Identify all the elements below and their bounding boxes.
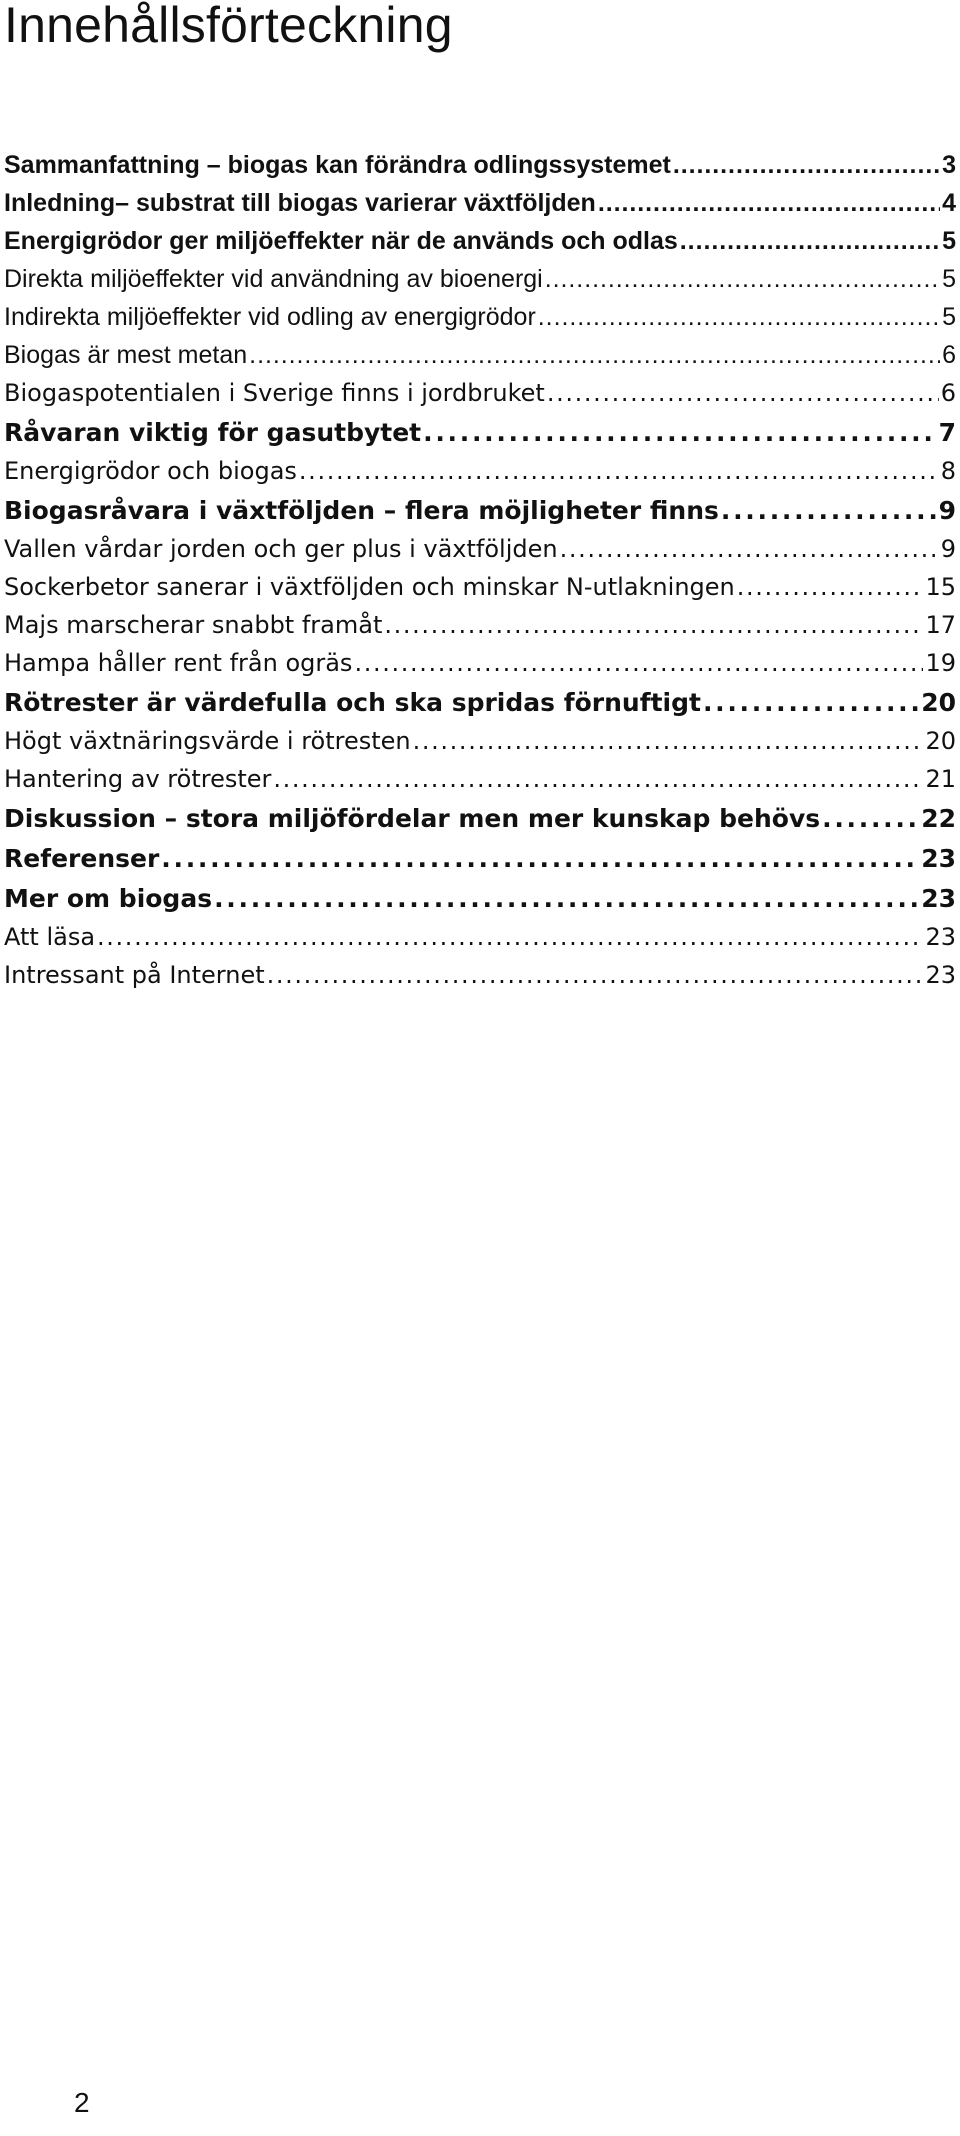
toc-dot-leader — [267, 960, 924, 990]
toc-entry-title: Biogaspotentialen i Sverige finns i jordbruket — [4, 379, 545, 407]
toc-entry[interactable] — [4, 804, 956, 834]
toc-entry-page: 5 — [942, 303, 956, 331]
toc-entry-title: Direkta miljöeffekter vid användning av bioenergi — [4, 265, 543, 293]
toc-entry-page: 22 — [921, 804, 956, 833]
toc-dot-leader — [737, 572, 924, 602]
toc-dot-leader — [384, 610, 923, 640]
toc-entry-page: 6 — [942, 341, 956, 369]
toc-entry[interactable] — [4, 226, 956, 256]
toc-entry-title: Högt växtnäringsvärde i rötresten — [4, 727, 411, 755]
toc-entry-page: 23 — [921, 884, 956, 913]
toc-entry-page: 23 — [925, 961, 956, 989]
toc-entry[interactable] — [4, 884, 956, 914]
toc-entry[interactable] — [4, 610, 956, 640]
toc-entry-title: Mer om biogas — [4, 884, 213, 913]
toc-entry[interactable] — [4, 418, 956, 448]
toc-entry-title: Råvaran viktig för gasutbytet — [4, 418, 422, 447]
toc-dot-leader — [703, 688, 919, 718]
toc-entry-title: Hampa håller rent från ogräs — [4, 649, 353, 677]
toc-dot-leader — [680, 226, 940, 256]
toc-entry[interactable] — [4, 456, 956, 486]
toc-entry-page: 21 — [925, 765, 956, 793]
toc-entry-page: 23 — [925, 923, 956, 951]
toc-entry[interactable] — [4, 302, 956, 332]
toc-entry-page: 5 — [942, 265, 956, 293]
toc-entry[interactable] — [4, 922, 956, 952]
toc-entry[interactable] — [4, 496, 956, 526]
toc-entry[interactable] — [4, 572, 956, 602]
toc-entry-title: Rötrester är värdefulla och ska spridas förnuftigt — [4, 688, 701, 717]
toc-entry-title: Hantering av rötrester — [4, 765, 272, 793]
toc-entry-page: 19 — [925, 649, 956, 677]
toc-dot-leader — [354, 648, 923, 678]
toc-entry[interactable] — [4, 378, 956, 408]
toc-dot-leader — [299, 456, 939, 486]
toc-entry[interactable] — [4, 150, 956, 180]
table-of-contents — [4, 150, 956, 990]
toc-dot-leader — [598, 188, 940, 218]
toc-dot-leader — [214, 884, 919, 914]
toc-entry-title: Vallen vårdar jorden och ger plus i växtföljden — [4, 535, 558, 563]
toc-entry-title: Sammanfattning – biogas kan förändra odlingssystemet — [4, 151, 671, 179]
toc-entry[interactable] — [4, 764, 956, 794]
page-title: Innehållsförteckning — [4, 0, 453, 53]
toc-entry-title: Inledning– substrat till biogas varierar växtföljden — [4, 189, 596, 217]
toc-dot-leader — [822, 804, 919, 834]
toc-entry[interactable] — [4, 534, 956, 564]
toc-entry[interactable] — [4, 188, 956, 218]
toc-entry[interactable] — [4, 648, 956, 678]
toc-entry[interactable] — [4, 264, 956, 294]
toc-entry-page: 9 — [938, 496, 956, 525]
page-number: 2 — [74, 2087, 90, 2118]
toc-dot-leader — [721, 496, 937, 526]
toc-entry-title: Referenser — [4, 844, 160, 873]
toc-dot-leader — [673, 150, 940, 180]
toc-entry-page: 5 — [942, 227, 956, 255]
toc-dot-leader — [273, 764, 923, 794]
toc-entry-title: Att läsa — [4, 923, 96, 951]
toc-entry-title: Energigrödor ger miljöeffekter när de används och odlas — [4, 227, 678, 255]
toc-dot-leader — [249, 340, 940, 370]
toc-dot-leader — [161, 844, 919, 874]
toc-entry-title: Indirekta miljöeffekter vid odling av energigrödor — [4, 303, 536, 331]
toc-entry-title: Sockerbetor sanerar i växtföljden och minskar N-utlakningen — [4, 573, 735, 601]
toc-entry-title: Majs marscherar snabbt framåt — [4, 611, 383, 639]
toc-entry-title: Biogas är mest metan — [4, 341, 248, 369]
toc-entry-page: 17 — [925, 611, 956, 639]
toc-entry[interactable] — [4, 688, 956, 718]
toc-entry-page: 3 — [942, 151, 956, 179]
toc-entry-page: 6 — [940, 379, 956, 407]
toc-entry[interactable] — [4, 960, 956, 990]
toc-entry-page: 7 — [938, 418, 956, 447]
toc-dot-leader — [560, 534, 939, 564]
toc-dot-leader — [547, 378, 939, 408]
toc-dot-leader — [423, 418, 936, 448]
toc-entry-page: 9 — [940, 535, 956, 563]
toc-entry-page: 20 — [921, 688, 956, 717]
toc-dot-leader — [97, 922, 923, 952]
toc-entry[interactable] — [4, 340, 956, 370]
toc-entry-page: 20 — [925, 727, 956, 755]
toc-entry-page: 8 — [940, 457, 956, 485]
toc-dot-leader — [413, 726, 924, 756]
toc-entry-title: Energigrödor och biogas — [4, 457, 297, 485]
toc-dot-leader — [538, 302, 940, 332]
toc-dot-leader — [545, 264, 940, 294]
toc-entry-title: Diskussion – stora miljöfördelar men mer kunskap behövs — [4, 804, 821, 833]
toc-entry[interactable] — [4, 844, 956, 874]
toc-entry-title: Intressant på Internet — [4, 961, 265, 989]
toc-entry-page: 4 — [942, 189, 956, 217]
toc-entry[interactable] — [4, 726, 956, 756]
toc-entry-page: 15 — [925, 573, 956, 601]
toc-entry-page: 23 — [921, 844, 956, 873]
toc-entry-title: Biogasråvara i växtföljden – flera möjligheter finns — [4, 496, 719, 525]
